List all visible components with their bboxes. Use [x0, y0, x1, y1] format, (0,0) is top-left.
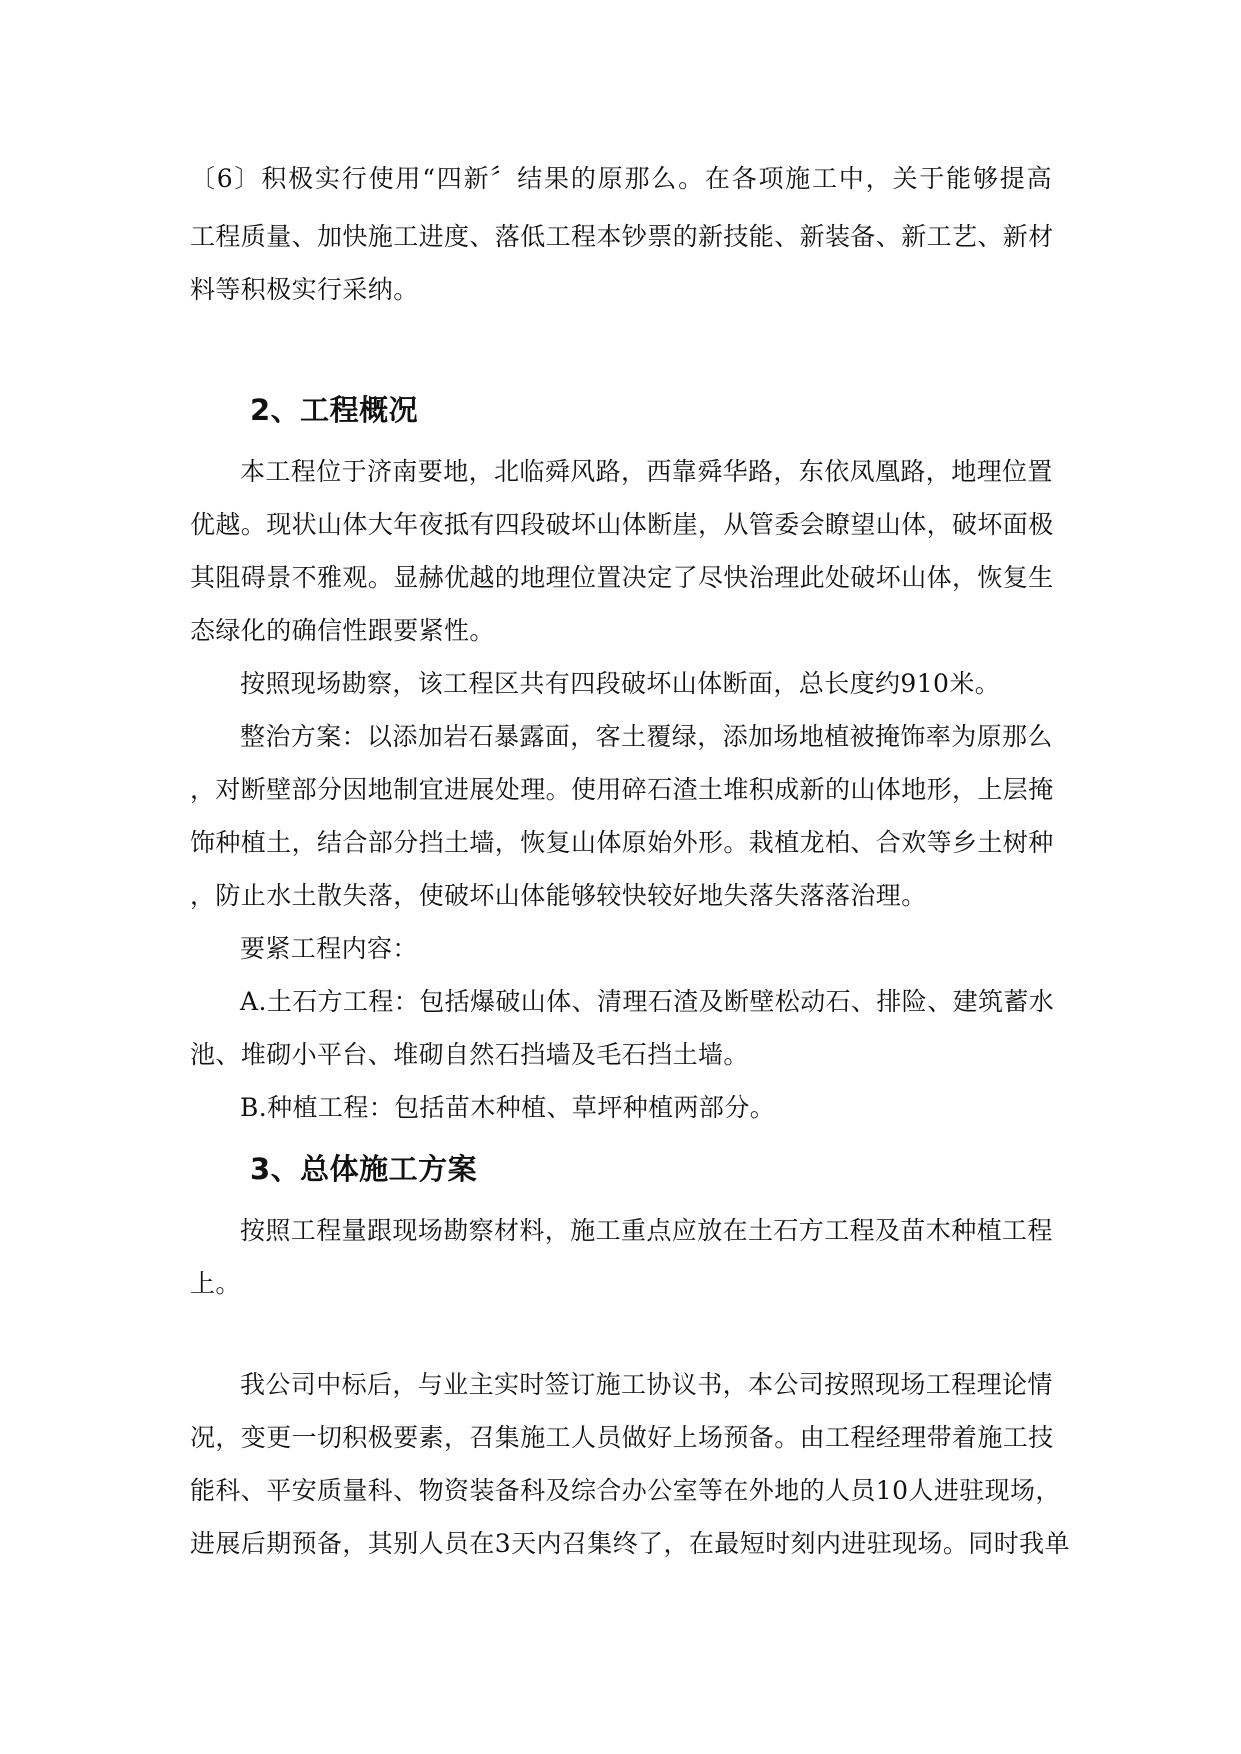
text-line: 其阻碍景不雅观。显赫优越的地理位置决定了尽快治理此处破坏山体，恢复生 [190, 563, 1054, 592]
text-line: 上。 [190, 1269, 241, 1298]
text-line: 整治方案：以添加岩石暴露面，客土覆绿，添加场地植被掩饰率为原那么 [240, 722, 1053, 751]
text-line: 况，变更一切积极要素，召集施工人员做好上场预备。由工程经理带着施工技 [190, 1423, 1054, 1452]
text-line: 〔6〕积极实行使用“四新〞结果的原那么。在各项施工中，关于能够提高 [190, 164, 1052, 193]
text-line: A.土石方工程：包括爆破山体、清理石渣及断壁松动石、排险、建筑蓄水 [240, 987, 1055, 1016]
text-line: 按照现场勘察，该工程区共有四段破坏山体断面，总长度约910米。 [240, 669, 1001, 698]
text-line: 进展后期预备，其别人员在3天内召集终了，在最短时刻内进驻现场。同时我单 [190, 1529, 1070, 1558]
section-heading: 3、总体施工方案 [250, 1152, 478, 1186]
text-line: 料等积极实行采纳。 [190, 275, 419, 304]
text-line: 优越。现状山体大年夜抵有四段破坏山体断崖，从管委会瞭望山体，破坏面极 [190, 510, 1054, 539]
text-line: 饰种植土，结合部分挡土墙，恢复山体原始外形。栽植龙柏、合欢等乡土树种 [190, 828, 1054, 857]
text-line: 池、堆砌小平台、堆砌自然石挡墙及毛石挡土墙。 [190, 1040, 749, 1069]
text-line: 能科、平安质量科、物资装备科及综合办公室等在外地的人员10人进驻现场， [190, 1476, 1061, 1505]
text-line: ，对断壁部分因地制宜进展处理。使用碎石渣土堆积成新的山体地形，上层掩 [190, 775, 1054, 804]
text-line: 工程质量、加快施工进度、落低工程本钞票的新技能、新装备、新工艺、新材 [190, 222, 1054, 251]
text-line: ，防止水土散失落，使破坏山体能够较快较好地失落失落落治理。 [190, 881, 927, 910]
text-line: 态绿化的确信性跟要紧性。 [190, 616, 495, 645]
text-line: 本工程位于济南要地，北临舜风路，西靠舜华路，东依凤凰路，地理位置 [240, 457, 1053, 486]
text-line: 我公司中标后，与业主实时签订施工协议书，本公司按照现场工程理论情 [240, 1370, 1053, 1399]
text-line: B.种植工程：包括苗木种植、草坪种植两部分。 [240, 1093, 776, 1122]
text-line: 要紧工程内容： [240, 934, 418, 963]
section-heading: 2、工程概况 [250, 393, 419, 427]
text-line: 按照工程量跟现场勘察材料，施工重点应放在土石方工程及苗木种植工程 [240, 1216, 1053, 1245]
